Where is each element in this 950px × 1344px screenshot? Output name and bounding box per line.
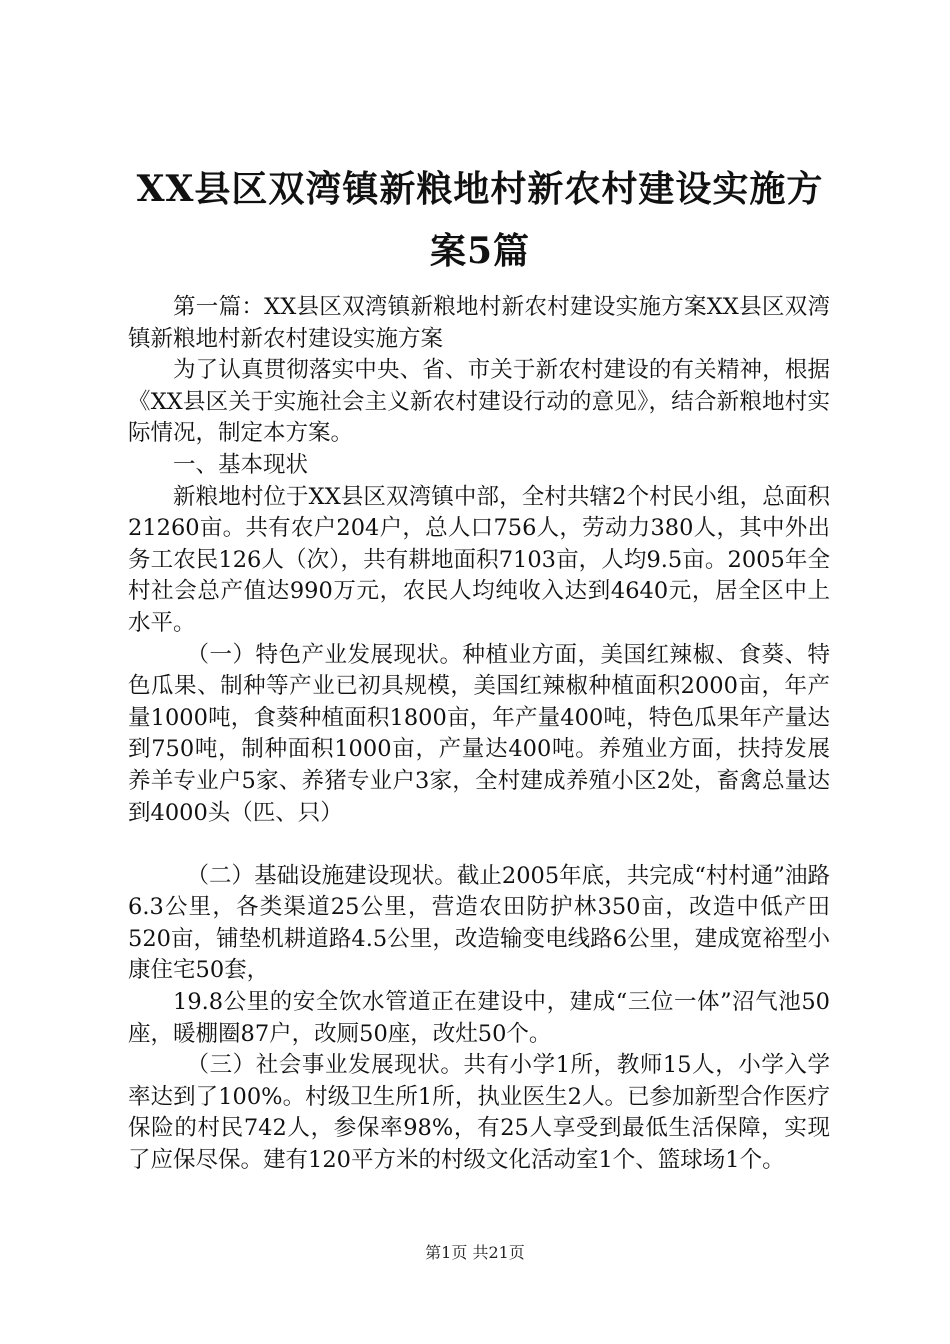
paragraph-infrastructure-status: （二）基础设施建设现状。截止2005年底，共完成“村村通”油路6.3公里，各类渠道25公里，营造农田防护林350亩，改造中低产田520亩，铺垫机耕道路4.5公里，改造输变电线路6公里，建成宽裕型小康住宅50套， (128, 862, 830, 984)
section-heading-basic-status: 一、基本现状 (173, 451, 309, 478)
paragraph-social-status: （三）社会事业发展现状。共有小学1所，教师15人，小学入学率达到了100%。村级卫生所1所，执业医生2人。已参加新型合作医疗保险的村民742人，参保率98%，有25人享受到最低生活保障，实现了应保尽保。建有120平方米的村级文化活动室1个、篮球场1个。 (128, 1052, 830, 1174)
paragraph-village-overview: 新粮地村位于XX县区双湾镇中部，全村共辖2个村民小组，总面积21260亩。共有农户204户，总人口756人，劳动力380人，其中外出务工农民126人（次），共有耕地面积7103亩，人均9.5亩。2005年全村社会总产值达990万元，农民人均纯收入达到4640元，居全区中上水平。 (128, 483, 830, 636)
document-body (128, 292, 830, 1177)
paragraph-industry-status: （一）特色产业发展现状。种植业方面，美国红辣椒、食葵、特色瓜果、制种等产业已初具规模，美国红辣椒种植面积2000亩，年产量1000吨，食葵种植面积1800亩，年产量400吨，特色瓜果年产量达到750吨，制种面积1000亩，产量达400吨。养殖业方面，扶持发展养羊专业户5家、养猪专业户3家，全村建成养殖小区2处，畜禽总量达到4000头（匹、只） (128, 641, 830, 826)
page-footer: 第1页 共21页 (425, 1243, 525, 1262)
paragraph-gap (128, 829, 830, 861)
document-title: XX县区双湾镇新粮地村新农村建设实施方案5篇 (136, 168, 824, 272)
paragraph-purpose: 为了认真贯彻落实中央、省、市关于新农村建设的有关精神，根据《XX县区关于实施社会主义新农村建设行动的意见》，结合新粮地村实际情况，制定本方案。 (128, 357, 830, 447)
paragraph-water-pipeline: 19.8公里的安全饮水管道正在建设中，建成“三位一体”沼气池50座，暖棚圈87户，改厕50座，改灶50个。 (128, 989, 830, 1047)
paragraph-intro: 第一篇：XX县区双湾镇新粮地村新农村建设实施方案XX县区双湾镇新粮地村新农村建设实施方案 (128, 294, 830, 352)
